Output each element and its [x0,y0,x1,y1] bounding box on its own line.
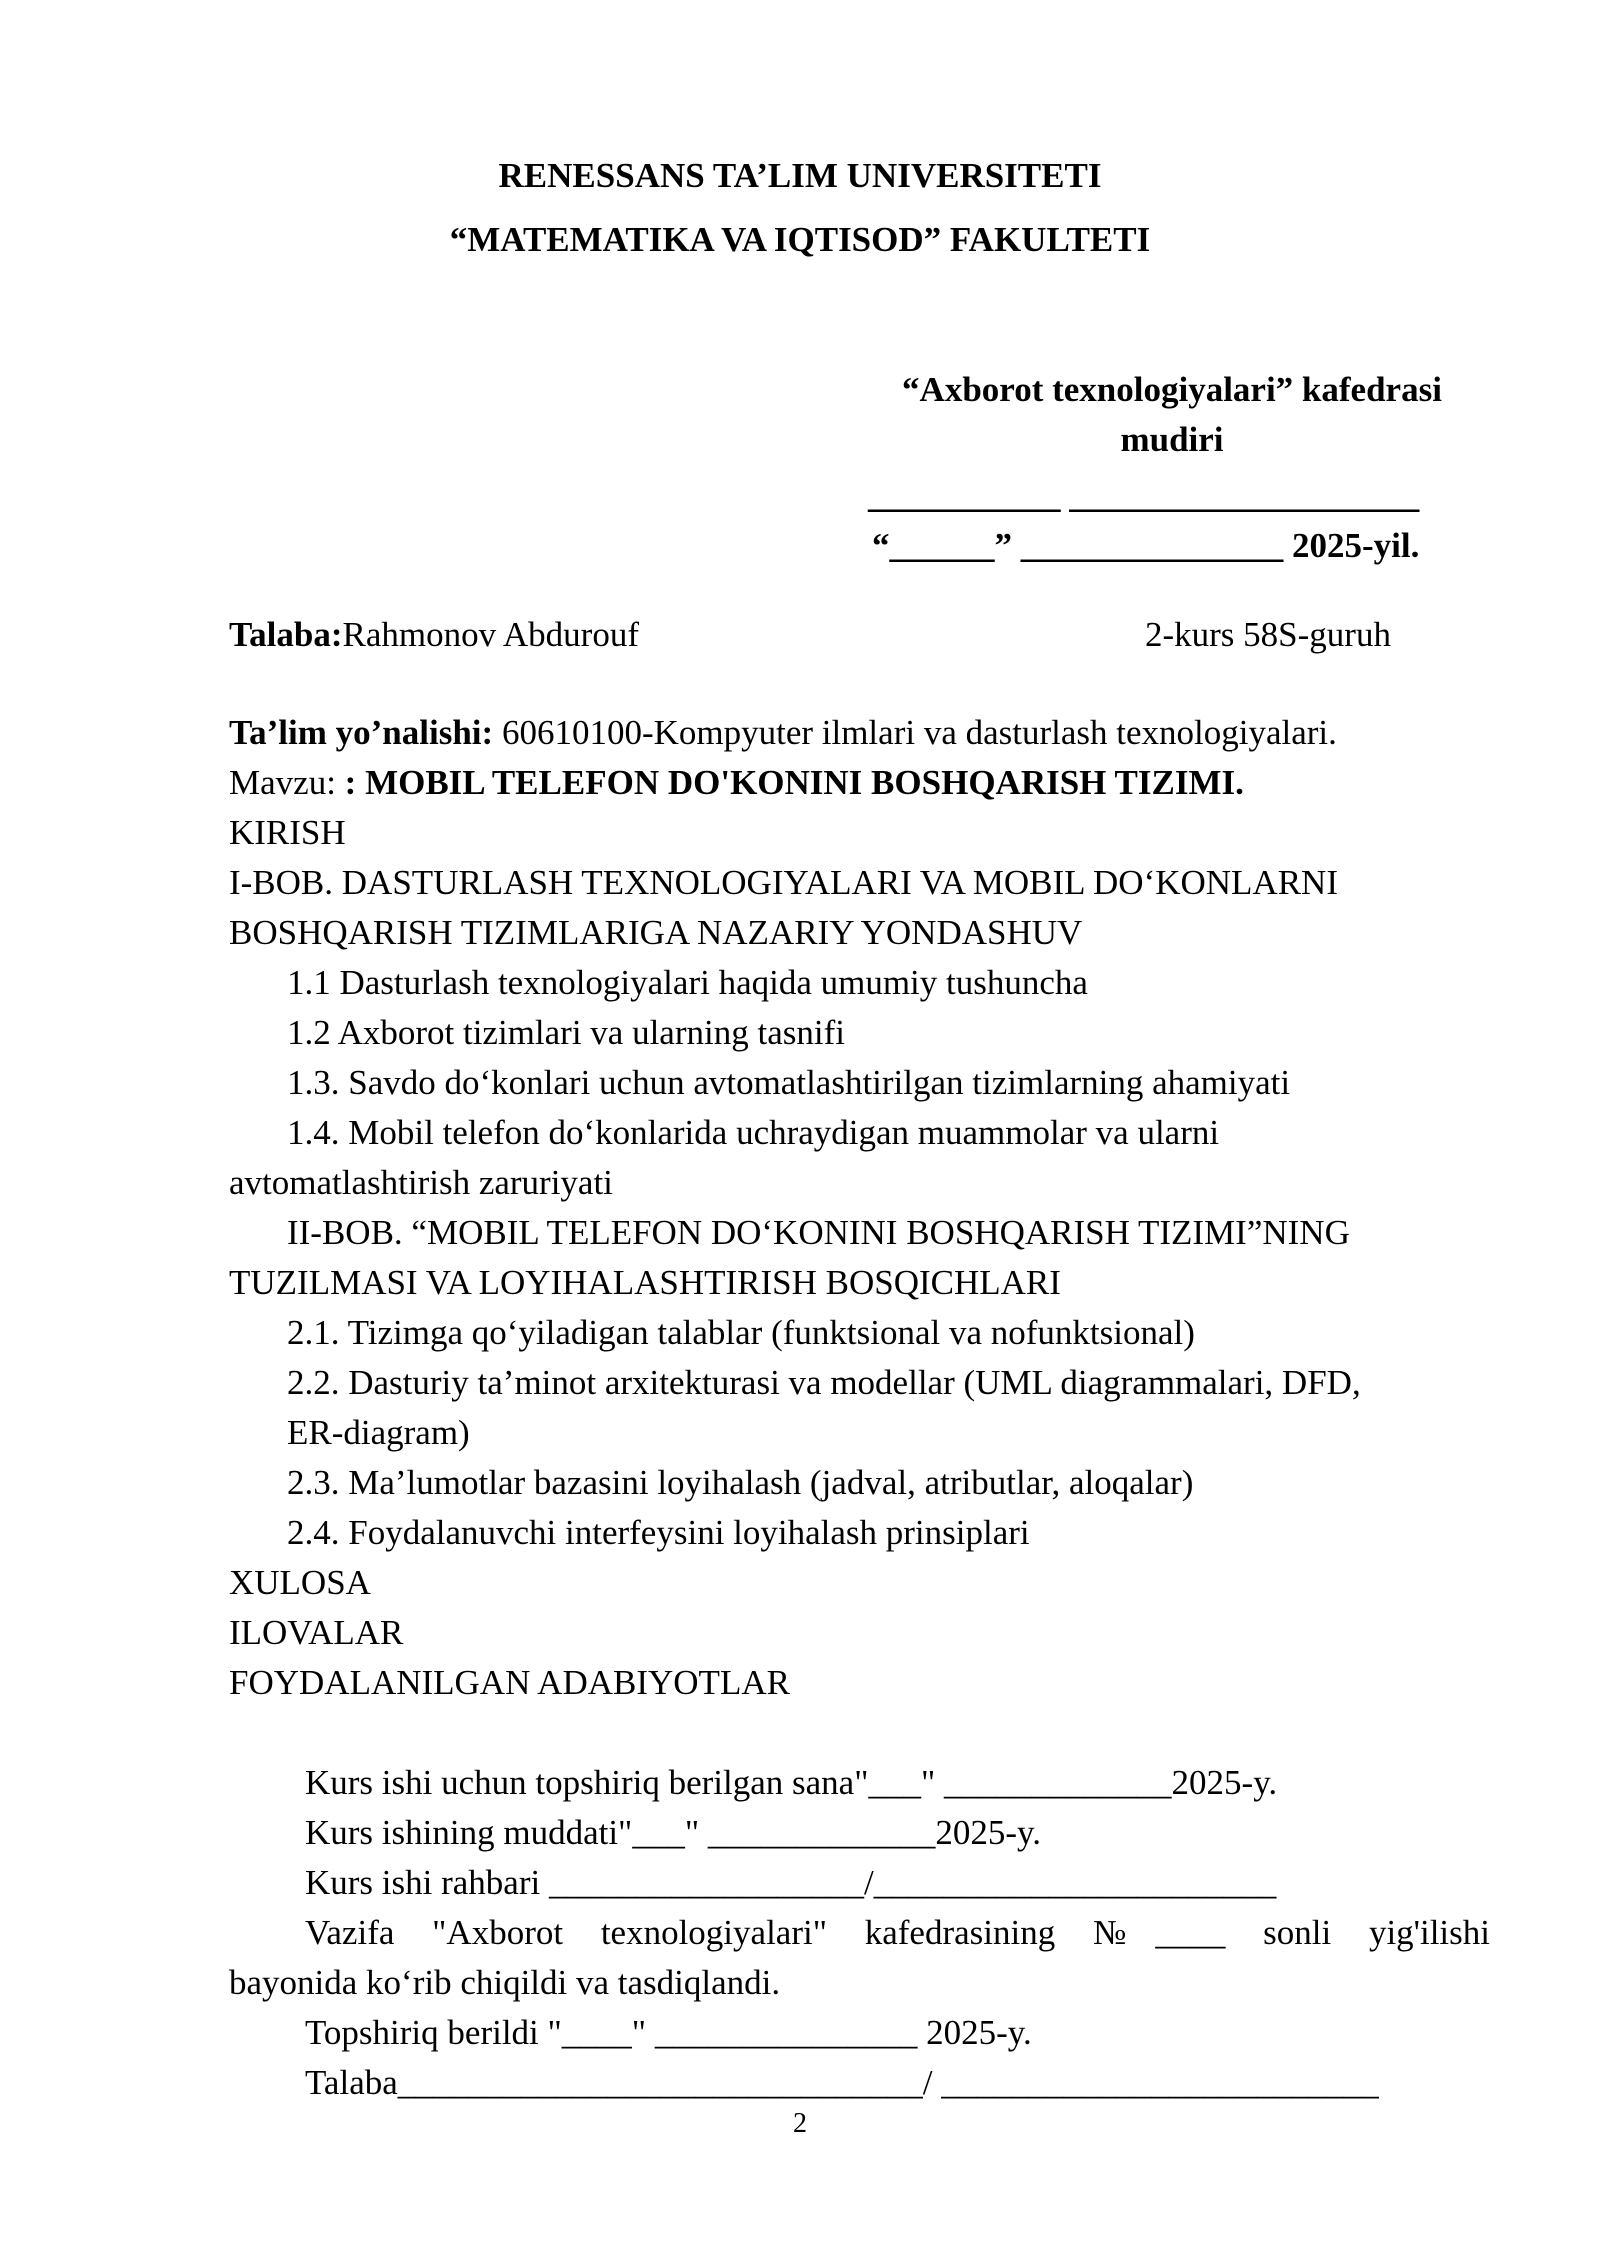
assigned-date-line: Kurs ishi uchun topshiriq berilgan sana"___" _____________2025-y. [305,1763,1278,1802]
section-2-2-line2: ER-diagram) [287,1413,470,1452]
section-1-1: 1.1 Dasturlash texnologiyalari haqida umumiy tushuncha [287,963,1088,1002]
student-label: Talaba: [229,615,343,654]
task-given-line: Topshiriq berildi "____" _______________ 2025-y. [305,2013,1032,2052]
university-name: RENESSANS TA’LIM UNIVERSITETI [498,156,1102,195]
task-approval-line1: Vazifa "Axborot texnologiyalari" kafedrasining №____ sonli yig'ilishi [305,1913,1490,1952]
section-1-4-line1: 1.4. Mobil telefon do‘konlarida uchraydigan muammolar va ularni [287,1113,1220,1152]
approval-position: mudiri [1120,420,1224,459]
task-approval-line2: bayonida ko‘rib chiqildi va tasdiqlandi. [229,1963,781,2002]
student-group: 2-kurs 58S-guruh [1145,615,1391,654]
topic-label: Mavzu: [229,763,345,802]
section-2-3: 2.3. Ma’lumotlar bazasini loyihalash (jadval, atributlar, aloqalar) [287,1463,1194,1502]
section-2-4: 2.4. Foydalanuvchi interfeysini loyihalash prinsiplari [287,1513,1030,1552]
student-name: Rahmonov Abdurouf [342,615,639,654]
section-1-2: 1.2 Axborot tizimlari va ularning tasnifi [287,1013,845,1052]
contents-adabiyotlar: FOYDALANILGAN ADABIYOTLAR [229,1663,790,1702]
faculty-name: “MATEMATIKA VA IQTISOD” FAKULTETI [449,220,1151,259]
page-number: 2 [793,2108,807,2139]
supervisor-line: Kurs ishi rahbari __________________/_______________________ [305,1863,1277,1902]
topic-value: : MOBIL TELEFON DO'KONINI BOSHQARISH TIZIMI. [344,763,1244,802]
direction-line [229,715,1337,750]
approval-date-line: “______” _______________ 2025-yil. [872,526,1420,565]
section-1-3: 1.3. Savdo do‘konlari uchun avtomatlashtirilgan tizimlarning ahamiyati [287,1063,1291,1102]
approval-signature-line: ___________ ____________________ [868,476,1420,515]
student-line [229,617,639,652]
chapter1-title-line1: I-BOB. DASTURLASH TEXNOLOGIYALARI VA MOBIL DO‘KONLARNI [229,863,1338,902]
deadline-line: Kurs ishining muddati"___" _____________2025-y. [305,1813,1042,1852]
section-1-4-line2: avtomatlashtirish zaruriyati [229,1163,613,1202]
section-2-2-line1: 2.2. Dasturiy ta’minot arxitekturasi va modellar (UML diagrammalari, DFD, [287,1363,1361,1402]
chapter2-title-line2: TUZILMASI VA LOYIHALASHTIRISH BOSQICHLARI [229,1263,1061,1302]
contents-kirish: KIRISH [229,813,346,852]
chapter2-title-line1: II-BOB. “MOBIL TELEFON DO‘KONINI BOSHQARISH TIZIMI”NING [287,1213,1350,1252]
chapter1-title-line2: BOSHQARISH TIZIMLARIGA NAZARIY YONDASHUV [229,913,1083,952]
direction-value: 60610100-Kompyuter ilmlari va dasturlash texnologiyalari. [493,713,1337,752]
topic-line [229,765,1244,800]
direction-label: Ta’lim yo’nalishi: [229,713,494,752]
contents-xulosa: XULOSA [229,1563,371,1602]
contents-ilovalar: ILOVALAR [229,1613,404,1652]
student-signature-line: Talaba______________________________/ _________________________ [305,2063,1379,2102]
section-2-1: 2.1. Tizimga qo‘yiladigan talablar (funktsional va nofunktsional) [287,1313,1195,1352]
approval-department: “Axborot texnologiyalari” kafedrasi [902,370,1442,409]
